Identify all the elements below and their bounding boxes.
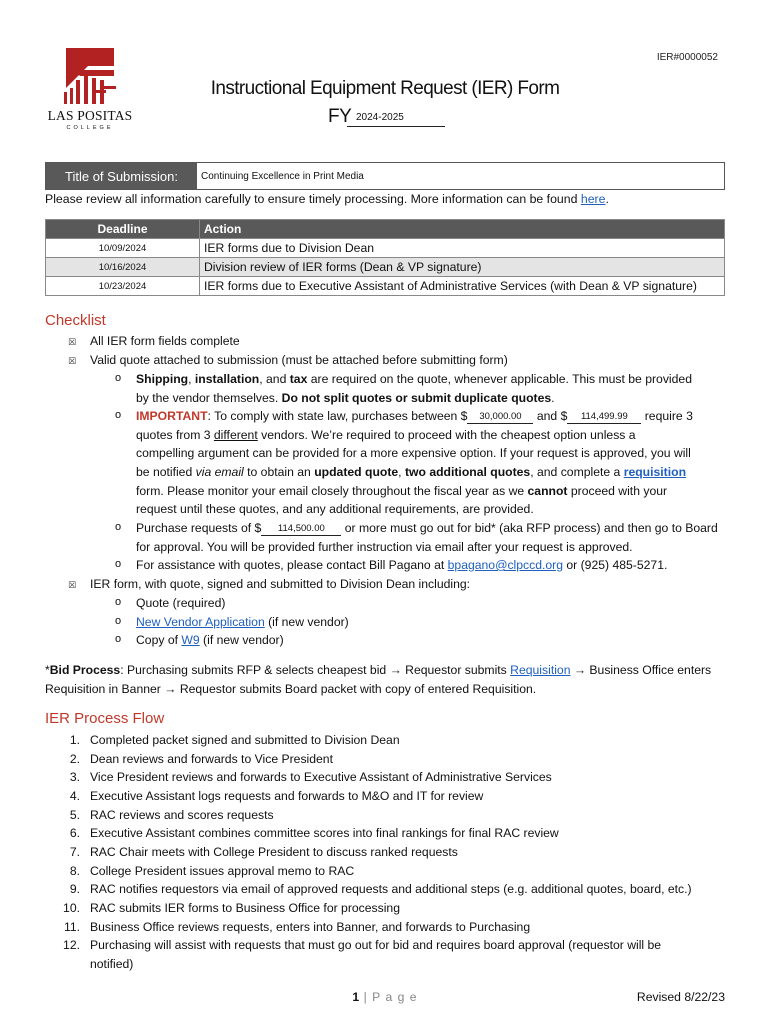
process-heading: IER Process Flow: [45, 710, 165, 727]
list-item: Executive Assistant combines committee scores into final rankings for final RAC review: [90, 826, 559, 840]
bullet-o-icon: o: [115, 372, 122, 384]
list-item: Dean reviews and forwards to Vice President: [90, 752, 333, 766]
new-vendor-link[interactable]: New Vendor Application: [136, 615, 265, 629]
list-item: Completed packet signed and submitted to Division Dean: [90, 733, 400, 747]
deadline-table: [45, 219, 725, 296]
page-number: 1 | P a g e: [352, 990, 418, 1004]
bullet-o-icon: o: [115, 558, 122, 570]
amount-high-field[interactable]: 114,499.99: [567, 411, 641, 424]
list-item: Purchasing will assist with requests that must go out for bid and requires board approval (requestor will be: [90, 938, 662, 952]
submission-title-row: [45, 162, 725, 190]
list-item: Vice President reviews and forwards to Executive Assistant of Administrative Services: [90, 770, 552, 784]
checklist-sub-item: New Vendor Application (if new vendor): [136, 615, 349, 629]
intro-text: Please review all information carefully to ensure timely processing. More information can be found here.: [45, 192, 609, 206]
table-row: [46, 277, 725, 296]
deadline-action: IER forms due to Division Dean: [200, 239, 725, 258]
arrow-right-icon: →: [389, 663, 402, 677]
logo-sub: COLLEGE: [66, 125, 114, 131]
list-item: College President issues approval memo to RAC: [90, 864, 355, 878]
deadline-action: IER forms due to Executive Assistant of Administrative Services (with Dean & VP signature): [200, 277, 725, 296]
bullet-o-icon: o: [115, 633, 122, 645]
action-header: Action: [200, 220, 725, 239]
checklist-item: Valid quote attached to submission (must be attached before submitting form): [90, 353, 508, 367]
deadline-date: 10/09/2024: [46, 239, 200, 258]
bullet-o-icon: o: [115, 596, 122, 608]
list-item: RAC reviews and scores requests: [90, 808, 274, 822]
list-item-continuation: notified): [90, 957, 134, 971]
checklist-sub-item: For assistance with quotes, please contact Bill Pagano at bpagano@clpccd.org or (925) 485-5271.: [136, 558, 668, 572]
fy-field[interactable]: 2024-2025: [347, 112, 445, 127]
checked-checkbox-icon[interactable]: ☒: [68, 580, 77, 590]
checklist-sub-item: Quote (required): [136, 596, 226, 610]
submission-title-label: Title of Submission:: [46, 163, 197, 189]
submission-title-field[interactable]: Continuing Excellence in Print Media: [201, 170, 364, 182]
amount-low-field[interactable]: 30,000.00: [467, 411, 533, 424]
form-title: Instructional Equipment Request (IER) Form: [210, 78, 560, 99]
amount-bid-field[interactable]: 114,500.00: [261, 523, 341, 536]
table-row: [46, 258, 725, 277]
email-link[interactable]: bpagano@clpccd.org: [447, 558, 564, 572]
deadline-date: 10/16/2024: [46, 258, 200, 277]
logo-name: LAS POSITAS: [47, 108, 133, 123]
bid-process-note: *Bid Process: Purchasing submits RFP & selects cheapest bid → Requestor submits Requisition → Business Office enters: [45, 663, 712, 677]
list-item: Executive Assistant logs requests and forwards to M&O and IT for review: [90, 789, 484, 803]
revision-date: Revised 8/22/23: [636, 990, 725, 1004]
checklist-sub-item: IMPORTANT: To comply with state law, purchases between $ 30,000.00 and $ 114,499.99 require 3: [136, 409, 693, 423]
arrow-right-icon: →: [573, 663, 587, 677]
deadline-date: 10/23/2024: [46, 277, 200, 296]
arrow-right-icon: →: [164, 682, 177, 696]
bullet-o-icon: o: [115, 409, 122, 421]
checklist-sub-item: Shipping, installation, and tax are required on the quote, whenever applicable. This must be provided: [136, 372, 692, 386]
checklist-item: IER form, with quote, signed and submitted to Division Dean including:: [90, 577, 471, 591]
checklist-sub-item: Purchase requests of $ 114,500.00 or more must go out for bid* (aka RFP process) and then go to Board: [136, 521, 718, 535]
bullet-o-icon: o: [115, 521, 122, 533]
bullet-o-icon: o: [115, 615, 122, 627]
list-item: Business Office reviews requests, enters into Banner, and forwards to Purchasing: [90, 920, 531, 934]
deadline-header: Deadline: [46, 220, 200, 239]
deadline-action: Division review of IER forms (Dean & VP signature): [200, 258, 725, 277]
checked-checkbox-icon[interactable]: ☒: [68, 356, 77, 366]
ier-number: IER#0000052: [656, 52, 718, 63]
requisition-link-2[interactable]: Requisition: [510, 663, 571, 677]
table-row: [46, 239, 725, 258]
checklist-sub-item: Copy of W9 (if new vendor): [136, 633, 284, 647]
checklist-heading: Checklist: [45, 312, 106, 329]
requisition-link[interactable]: requisition: [623, 465, 687, 479]
list-item: RAC notifies requestors via email of approved requests and additional steps (e.g. additional quotes, board, etc.): [90, 882, 692, 896]
list-item: RAC submits IER forms to Business Office for processing: [90, 901, 400, 915]
fy-label: FY: [328, 106, 352, 127]
checked-checkbox-icon[interactable]: ☒: [68, 337, 77, 347]
checklist-item: All IER form fields complete: [90, 334, 240, 348]
w9-link[interactable]: W9: [181, 633, 200, 647]
list-item: RAC Chair meets with College President to discuss ranked requests: [90, 845, 458, 859]
more-info-link[interactable]: here: [580, 192, 606, 206]
